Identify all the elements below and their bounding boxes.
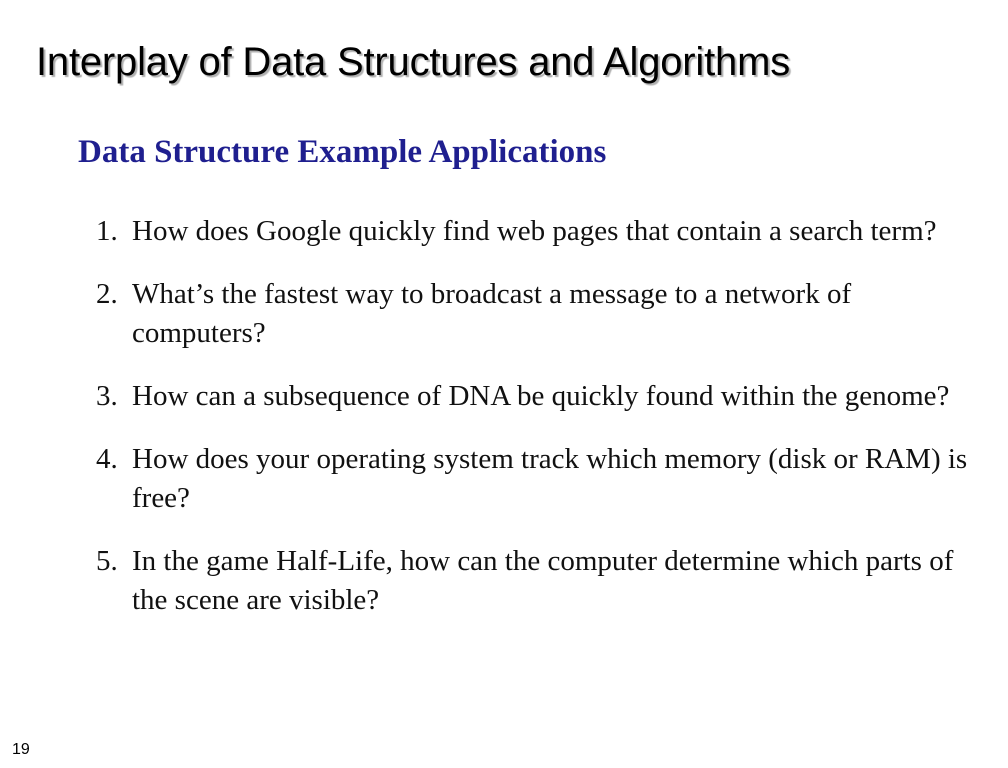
list-item-text: In the game Half-Life, how can the computer determine which parts of the scene are visible? bbox=[132, 545, 954, 616]
list-item bbox=[96, 275, 972, 353]
list-item-text: How can a subsequence of DNA be quickly found within the genome? bbox=[132, 380, 950, 412]
page-number: 19 bbox=[12, 741, 30, 758]
list-item-number: 3. bbox=[96, 380, 118, 412]
list-item-text: How does Google quickly find web pages that contain a search term? bbox=[132, 215, 937, 247]
figure-heading: Data Structure Example Applications bbox=[78, 134, 607, 170]
list-item-text: How does your operating system track which memory (disk or RAM) is free? bbox=[132, 443, 968, 514]
list-item-number: 2. bbox=[96, 278, 118, 310]
list-item-number: 5. bbox=[96, 545, 118, 577]
list-item-number: 4. bbox=[96, 443, 118, 475]
list-item-number: 1. bbox=[96, 215, 118, 247]
list-item-text: What’s the fastest way to broadcast a message to a network of computers? bbox=[132, 278, 852, 349]
list-item bbox=[96, 542, 972, 620]
application-list bbox=[96, 212, 972, 644]
list-item bbox=[96, 377, 972, 416]
embedded-figure bbox=[60, 128, 1000, 708]
list-item bbox=[96, 440, 972, 518]
list-item bbox=[96, 212, 972, 251]
slide-title: Interplay of Data Structures and Algorithms bbox=[36, 40, 790, 84]
